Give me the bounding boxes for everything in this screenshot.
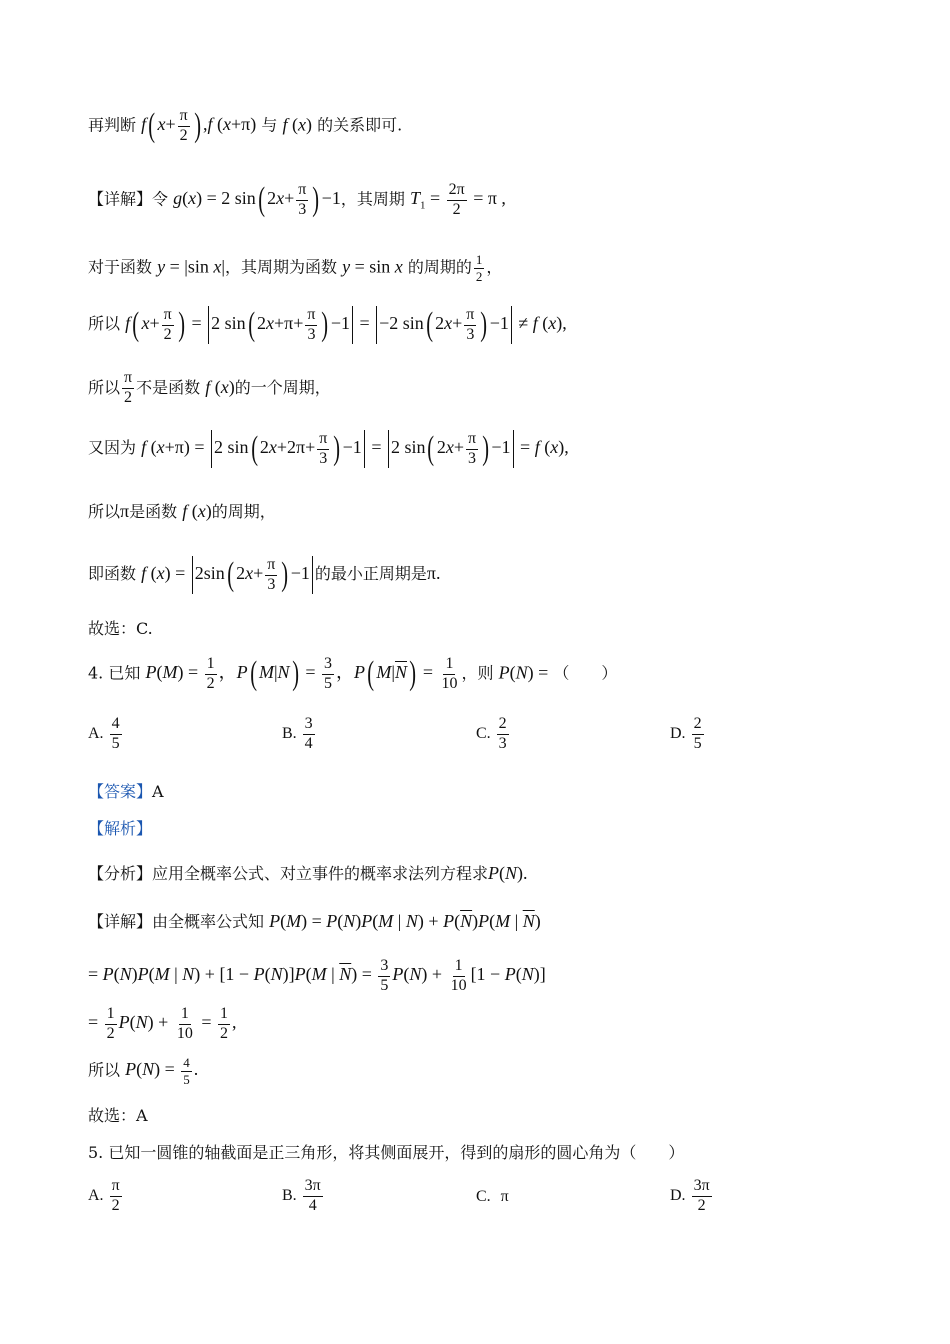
option-label: D. — [670, 724, 686, 742]
text: 的周期， — [211, 502, 276, 521]
text: （ ） — [553, 663, 618, 683]
sol3-line-2 — [88, 182, 506, 219]
text: 即函数 — [88, 564, 137, 584]
text: 所以 — [88, 314, 121, 334]
fenxi-text: 应用全概率公式、对立事件的概率求法列方程求 — [152, 864, 489, 883]
math: g(x) = 2 sin( 2x+ $\frac{\pi}{3}$ ) −1 — [173, 181, 341, 218]
text: 的周期的 — [407, 257, 472, 277]
option-den: 4 — [304, 734, 313, 752]
text: 再判断 — [88, 115, 137, 135]
q4-fenxi: 【分析】应用全概率公式、对立事件的概率求法列方程求P(N). — [88, 863, 528, 883]
math: P(M) = $\frac{1}{2}$ ，P( M|N) = $\frac{3}{5}$ ，P( $M|\overline{N}$) = $\frac{1}{10}$ — [145, 655, 458, 692]
option-label: B. — [282, 724, 297, 742]
math: P(N) = — [498, 662, 549, 683]
sol3-line-1 — [88, 108, 402, 145]
fenxi-tag: 【分析】 — [88, 864, 153, 883]
text: ，则 — [461, 663, 494, 683]
option-den: 4 — [308, 1196, 317, 1214]
math: f( x+ $\frac{\pi}{2}$ ) = 2 sin( 2x+π+ $\frac{\pi}{3}$ ) −1 = −2 sin( 2x+ $\frac{\pi}{3}$ ) −1 ≠ f (x), — [125, 305, 567, 343]
text: 不是函数 — [136, 377, 201, 397]
sol3-line-5: 所以 $\frac{\pi}{2}$ 不是函数 f (x)的一个周期， — [88, 369, 331, 406]
q4-option-a[interactable] — [88, 716, 124, 753]
text: ，其周期 — [340, 189, 405, 209]
option-label: A. — [88, 724, 104, 742]
option-num: 2 — [692, 716, 704, 735]
math: f (x) = 2sin( 2x+ $\frac{\pi}{3}$ ) −1 — [141, 563, 315, 583]
text: 所以 — [88, 502, 121, 521]
detail-tag: 【详解】 — [88, 912, 153, 931]
q5-option-a[interactable] — [88, 1178, 124, 1215]
option-den: 2 — [697, 1196, 706, 1214]
option-num: π — [110, 1178, 122, 1197]
text: 与 — [261, 115, 278, 135]
math: y = |sin x| — [157, 256, 225, 277]
text: 4. 已知 — [88, 663, 141, 683]
math: f (x+π) = 2 sin( 2x+2π+ $\frac{\pi}{3}$ ) −1 = 2 sin( 2x+ $\frac{\pi}{3}$ ) −1 = f (x), — [141, 429, 569, 467]
q4-conclusion — [88, 1056, 198, 1086]
math: = P(N)P(M | N) + [1 − P(N)]P(M | $\overline{N}$) = $\frac{3}{5}$ P(N) + $\frac{1}{10}$ [1 − P(N)] — [88, 957, 546, 994]
q4-stem — [88, 656, 617, 693]
math: f (x) — [182, 501, 212, 521]
option-value: π — [500, 1188, 509, 1205]
sol3-choice: 故选：C. — [88, 619, 153, 638]
option-num: 3 — [303, 716, 315, 735]
option-num: 3π — [692, 1178, 712, 1197]
answer-tag: 【答案】 — [88, 782, 153, 801]
option-num: 3π — [303, 1178, 323, 1197]
text: 是函数 — [129, 502, 178, 521]
math: $T_1$ = $\frac{2\pi}{2}$ = π , — [409, 181, 506, 218]
q4-option-c[interactable] — [476, 716, 511, 753]
option-num: 2 — [497, 716, 509, 735]
sol3-line-8: 即函数 f (x) = 2sin( 2x+ $\frac{\pi}{3}$ ) −1 的最小正周期是π. — [88, 555, 441, 593]
math: P(M) = P(N)P(M | $N) + P(\overline{N})P(M$ | $\overline{N}$) — [269, 911, 541, 931]
q4-detail-2 — [88, 958, 546, 995]
sol3-line-7: 所以π是函数 f (x)的周期， — [88, 501, 276, 521]
text: 又因为 — [88, 438, 137, 458]
detail-text: 由全概率公式知 — [152, 912, 265, 931]
q5-option-d[interactable] — [670, 1178, 714, 1215]
option-label: A. — [88, 1186, 104, 1204]
detail-tag: 【详解】 — [88, 189, 153, 209]
text: 所以 — [88, 377, 121, 397]
math: f (x) — [282, 114, 312, 135]
sol3-line-3: 对于函数 y = |sin x|，其周期为函数 y = sin x 的周期的 $\frac{1}{2}$ ， — [88, 252, 503, 284]
text: 对于函数 — [88, 257, 153, 277]
sol3-line-4 — [88, 306, 567, 344]
option-label: C. — [476, 724, 491, 742]
option-den: 3 — [498, 734, 507, 752]
sol3-line-6 — [88, 430, 569, 468]
math: f (x) — [205, 376, 235, 397]
option-den: 5 — [111, 734, 120, 752]
q4-detail-1 — [88, 912, 541, 930]
q4-choice: 故选：A — [88, 1106, 148, 1125]
math: y = sin x — [342, 256, 403, 277]
text: ，其周期为函数 — [224, 257, 337, 277]
q5-option-c[interactable] — [476, 1188, 509, 1206]
text: 的关系即可. — [317, 115, 403, 135]
option-label: D. — [670, 1186, 686, 1204]
q4-answer — [88, 784, 164, 800]
option-label: B. — [282, 1186, 297, 1204]
q4-option-b[interactable] — [282, 716, 317, 753]
text: 令 — [152, 189, 169, 209]
q4-detail-3 — [88, 1006, 236, 1043]
option-den: 5 — [693, 734, 702, 752]
q5-option-b[interactable] — [282, 1178, 325, 1215]
option-label: C. — [476, 1188, 491, 1205]
math: = $\frac{1}{2}$ P(N) + $\frac{1}{10}$ = $\frac{1}{2}$ , — [88, 1005, 237, 1042]
text: 的最小正周期是 — [314, 564, 427, 584]
q5-stem: 5. 已知一圆锥的轴截面是正三角形，将其侧面展开，得到的扇形的圆心角为（ ） — [88, 1143, 685, 1162]
text: 所以 — [88, 1060, 121, 1080]
q4-option-d[interactable] — [670, 716, 706, 753]
answer-value: A — [152, 782, 164, 801]
math: P(N) = $\frac{4}{5}$ . — [125, 1055, 199, 1087]
text: 的一个周期， — [234, 377, 331, 397]
q4-analysis-tag: 【解析】 — [88, 819, 153, 838]
option-den: 2 — [111, 1196, 120, 1214]
math: f( x+ $\frac{\pi}{2}$ ) ,f (x+π) — [141, 107, 257, 144]
option-num: 4 — [110, 716, 122, 735]
